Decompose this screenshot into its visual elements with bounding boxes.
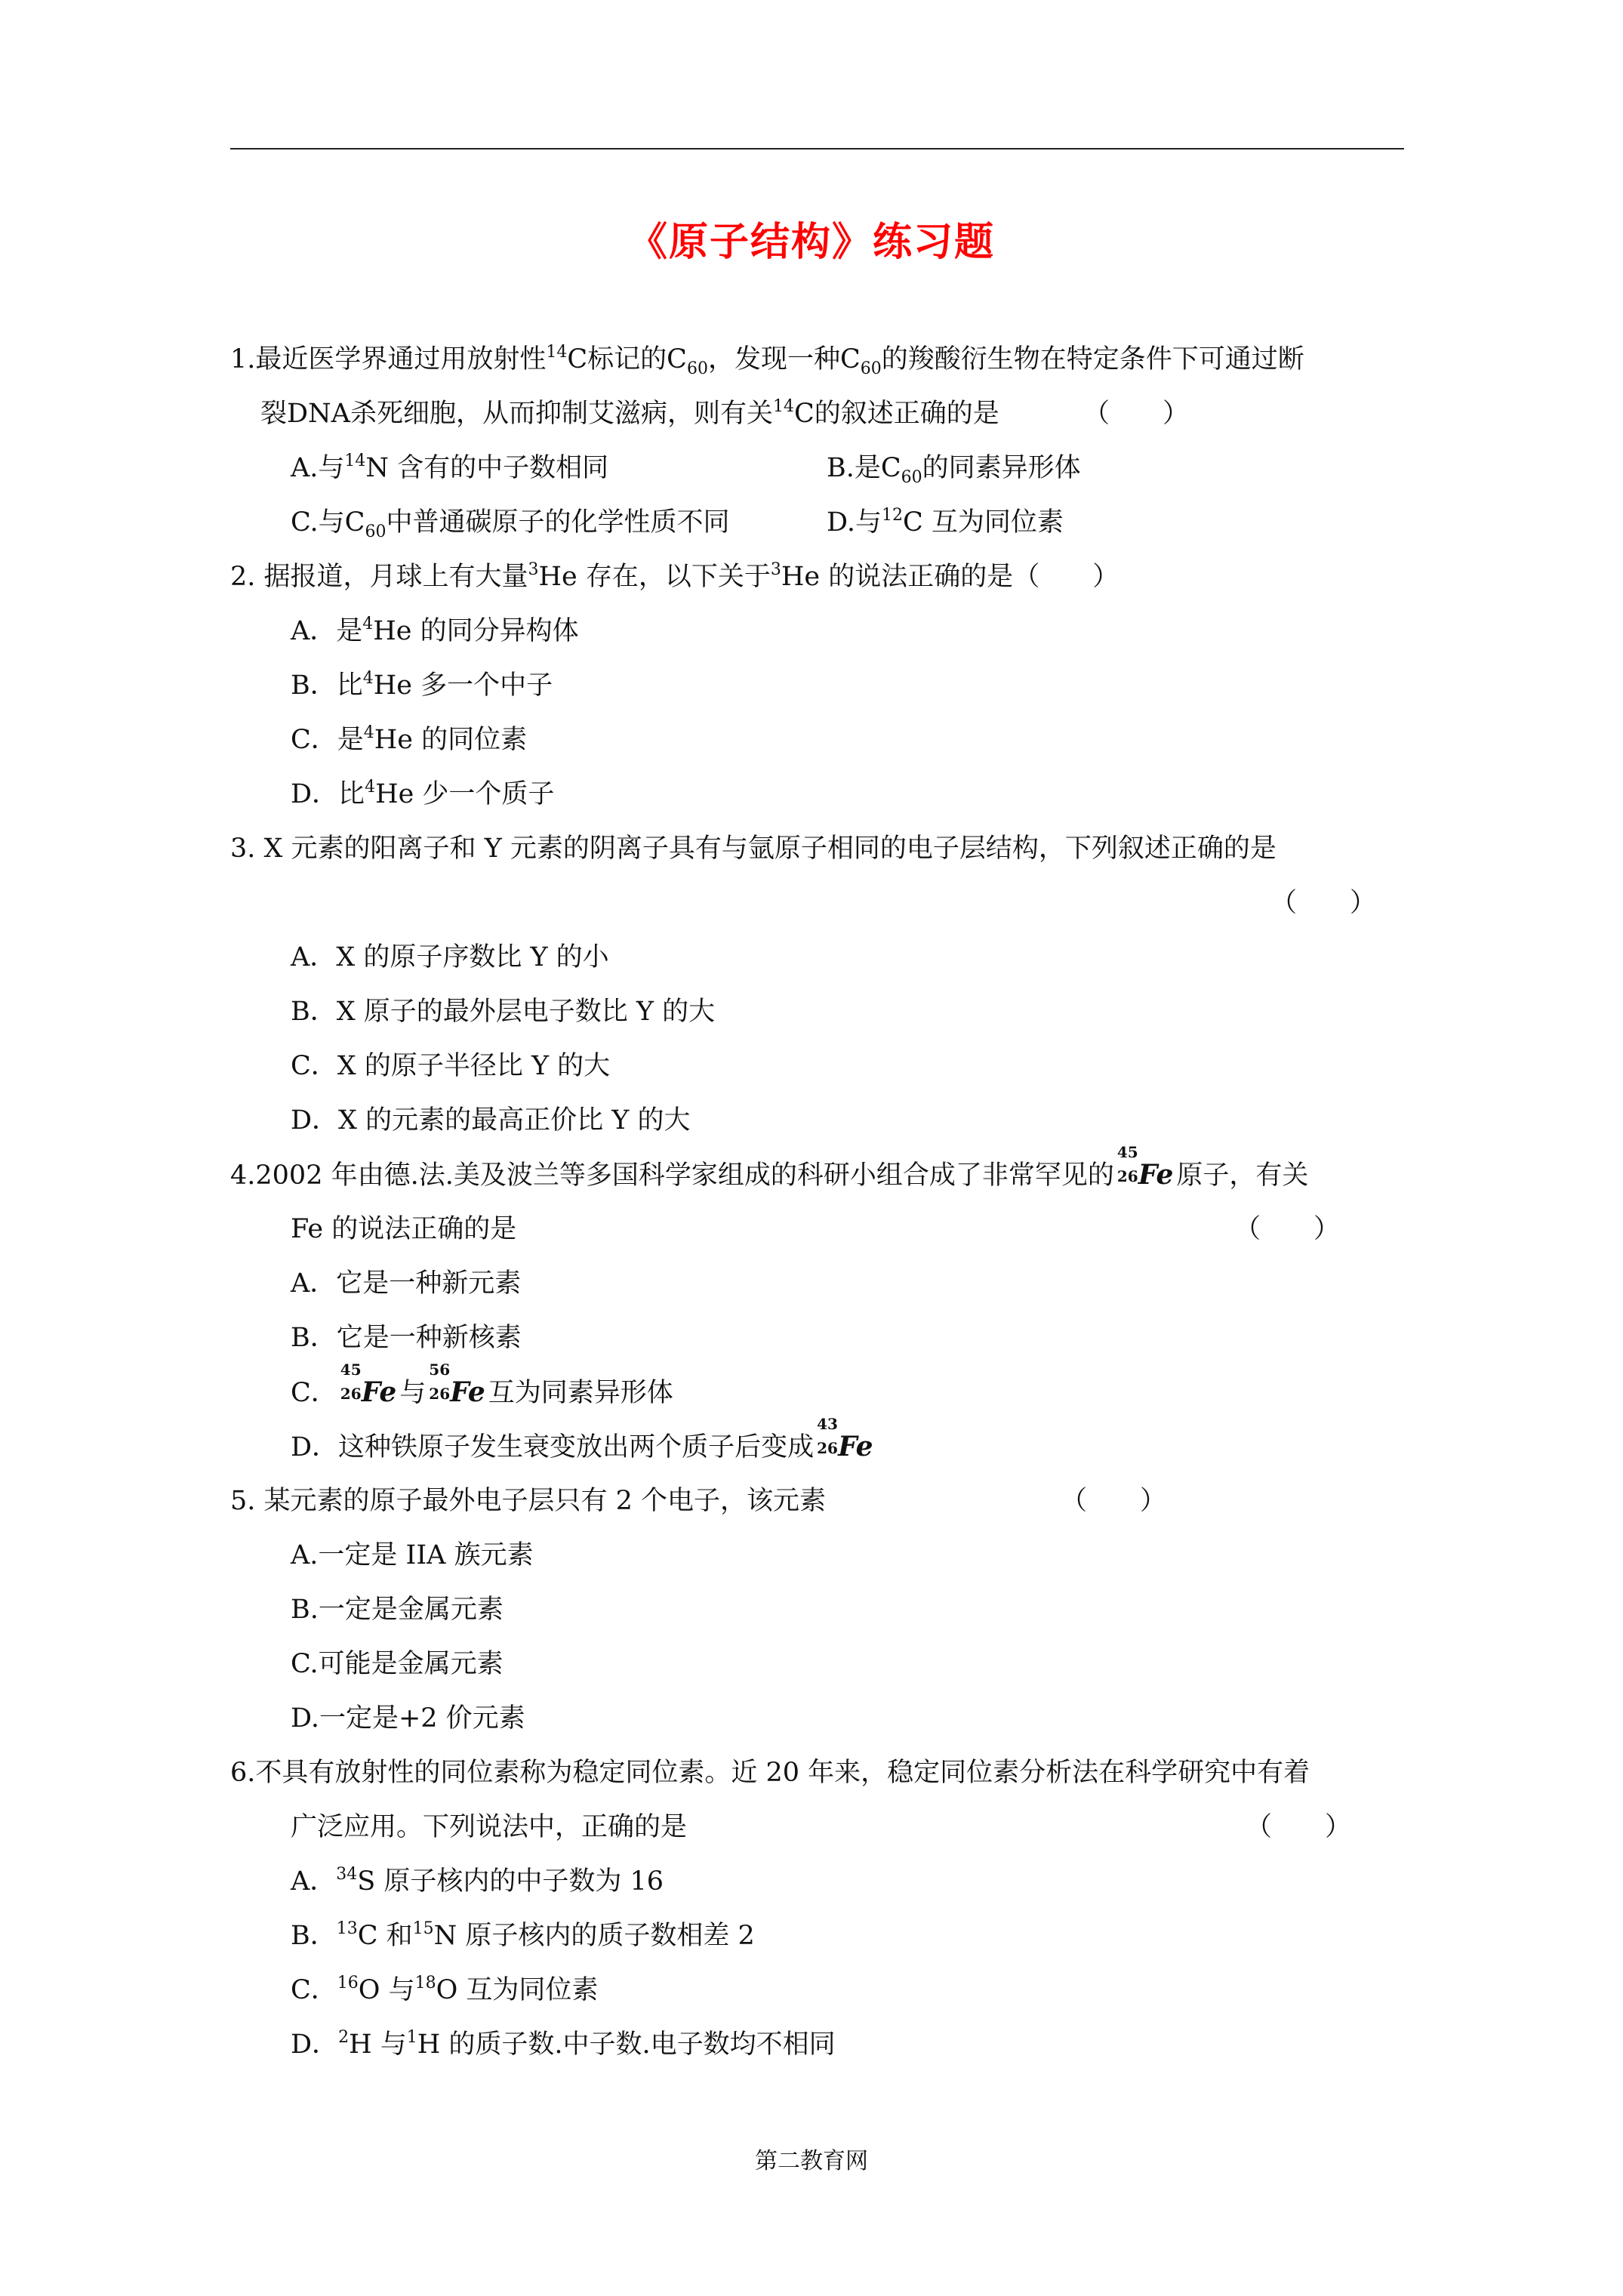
nuclide-fe45: 45 26 Fe <box>1116 1143 1174 1191</box>
nuclide-fe56: 56 26 Fe <box>429 1361 485 1408</box>
q5-option-b: B.一定是金属元素 <box>291 1595 504 1625</box>
q3-answer-blank: （ ） <box>1270 888 1377 918</box>
q6-option-c: C．$^{16}$O 与$^{18}$O 互为同位素 <box>291 1974 599 2005</box>
q1-stem-line2: 裂DNA杀死细胞，从而抑制艾滋病，则有关$^{14}$C的叙述正确的是 <box>260 397 999 429</box>
q3-stem: 3. X 元素的阳离子和 Y 元素的阴离子具有与氩原子相同的电子层结构，下列叙述正确的是 <box>230 834 1277 864</box>
q6-option-d: D．$^2$H 与$^1$H 的质子数.中子数.电子数均不相同 <box>291 2028 836 2060</box>
q6-stem-line1: 6.不具有放射性的同位素称为稳定同位素。近 20 年来，稳定同位素分析法在科学研究中有着 <box>230 1758 1310 1788</box>
q5-option-d: D.一定是+2 价元素 <box>291 1703 525 1734</box>
q1-stem-line1: 1.最近医学界通过用放射性$^{14}$C标记的$C_{60}$，发现一种$C_{60}$的羧酸衍生物在特定条件下可通过断 <box>230 343 1304 378</box>
q3-option-d: D．X 的元素的最高正价比 Y 的大 <box>291 1105 691 1136</box>
q4-option-d: D．这种铁原子发生衰变放出两个质子后变成 43 26 Fe <box>291 1419 876 1474</box>
q6-stem-line2: 广泛应用。下列说法中，正确的是 <box>291 1812 688 1842</box>
q3-option-a: A．X 的原子序数比 Y 的小 <box>291 942 609 972</box>
q6-option-a: A．$^{34}$S 原子核内的中子数为 16 <box>291 1865 664 1897</box>
q6-option-b: B．$^{13}$C 和$^{15}$N 原子核内的质子数相差 2 <box>291 1919 755 1951</box>
q4-answer-blank: （ ） <box>1234 1214 1341 1244</box>
q6-answer-blank: （ ） <box>1246 1812 1352 1842</box>
q4-option-c: C． 45 26 Fe 与 56 26 Fe 互为同素异形体 <box>291 1365 673 1419</box>
header-rule <box>230 148 1404 149</box>
q2-option-d: D．比$^4$He 少一个质子 <box>291 778 555 809</box>
q1-option-c: C.与$C_{60}$中普通碳原子的化学性质不同 <box>291 507 730 541</box>
q4-stem-line2: Fe 的说法正确的是 <box>291 1214 517 1244</box>
q3-option-c: C．X 的原子半径比 Y 的大 <box>291 1051 611 1081</box>
page-title: 《原子结构》练习题 <box>627 219 995 265</box>
q1-option-a: A.与$^{14}$N 含有的中子数相同 <box>291 451 609 483</box>
q5-option-a: A.一定是 IIA 族元素 <box>291 1540 534 1570</box>
q2-option-a: A．是$^4$He 的同分异构体 <box>291 615 579 646</box>
page-footer: 第二教育网 <box>755 2148 868 2174</box>
q4-stem-line1: 4.2002 年由德.法.美及波兰等多国科学家组成的科研小组合成了非常罕见的 45 26 Fe 原子，有关 <box>230 1148 1308 1202</box>
q5-answer-blank: （ ） <box>1061 1486 1167 1516</box>
q2-stem: 2. 据报道，月球上有大量$^3$He 存在，以下关于$^3$He 的说法正确的是（ ） <box>230 560 1119 592</box>
q2-option-b: B．比$^4$He 多一个中子 <box>291 669 553 701</box>
q5-stem: 5. 某元素的原子最外电子层只有 2 个电子，该元素 <box>230 1486 827 1516</box>
q5-option-c: C.可能是金属元素 <box>291 1649 504 1679</box>
q1-answer-blank: （ ） <box>1083 399 1190 429</box>
nuclide-fe43: 43 26 Fe <box>817 1415 873 1462</box>
q2-option-c: C．是$^4$He 的同位素 <box>291 723 528 755</box>
nuclide-fe45: 45 26 Fe <box>340 1361 397 1408</box>
q4-option-a: A．它是一种新元素 <box>291 1268 522 1299</box>
q3-option-b: B．X 原子的最外层电子数比 Y 的大 <box>291 997 716 1027</box>
q4-option-b: B．它是一种新核素 <box>291 1323 522 1353</box>
q1-option-d: D.与$^{12}$C 互为同位素 <box>827 506 1064 538</box>
q1-option-b: B.是$C_{60}$的同素异形体 <box>827 453 1081 487</box>
